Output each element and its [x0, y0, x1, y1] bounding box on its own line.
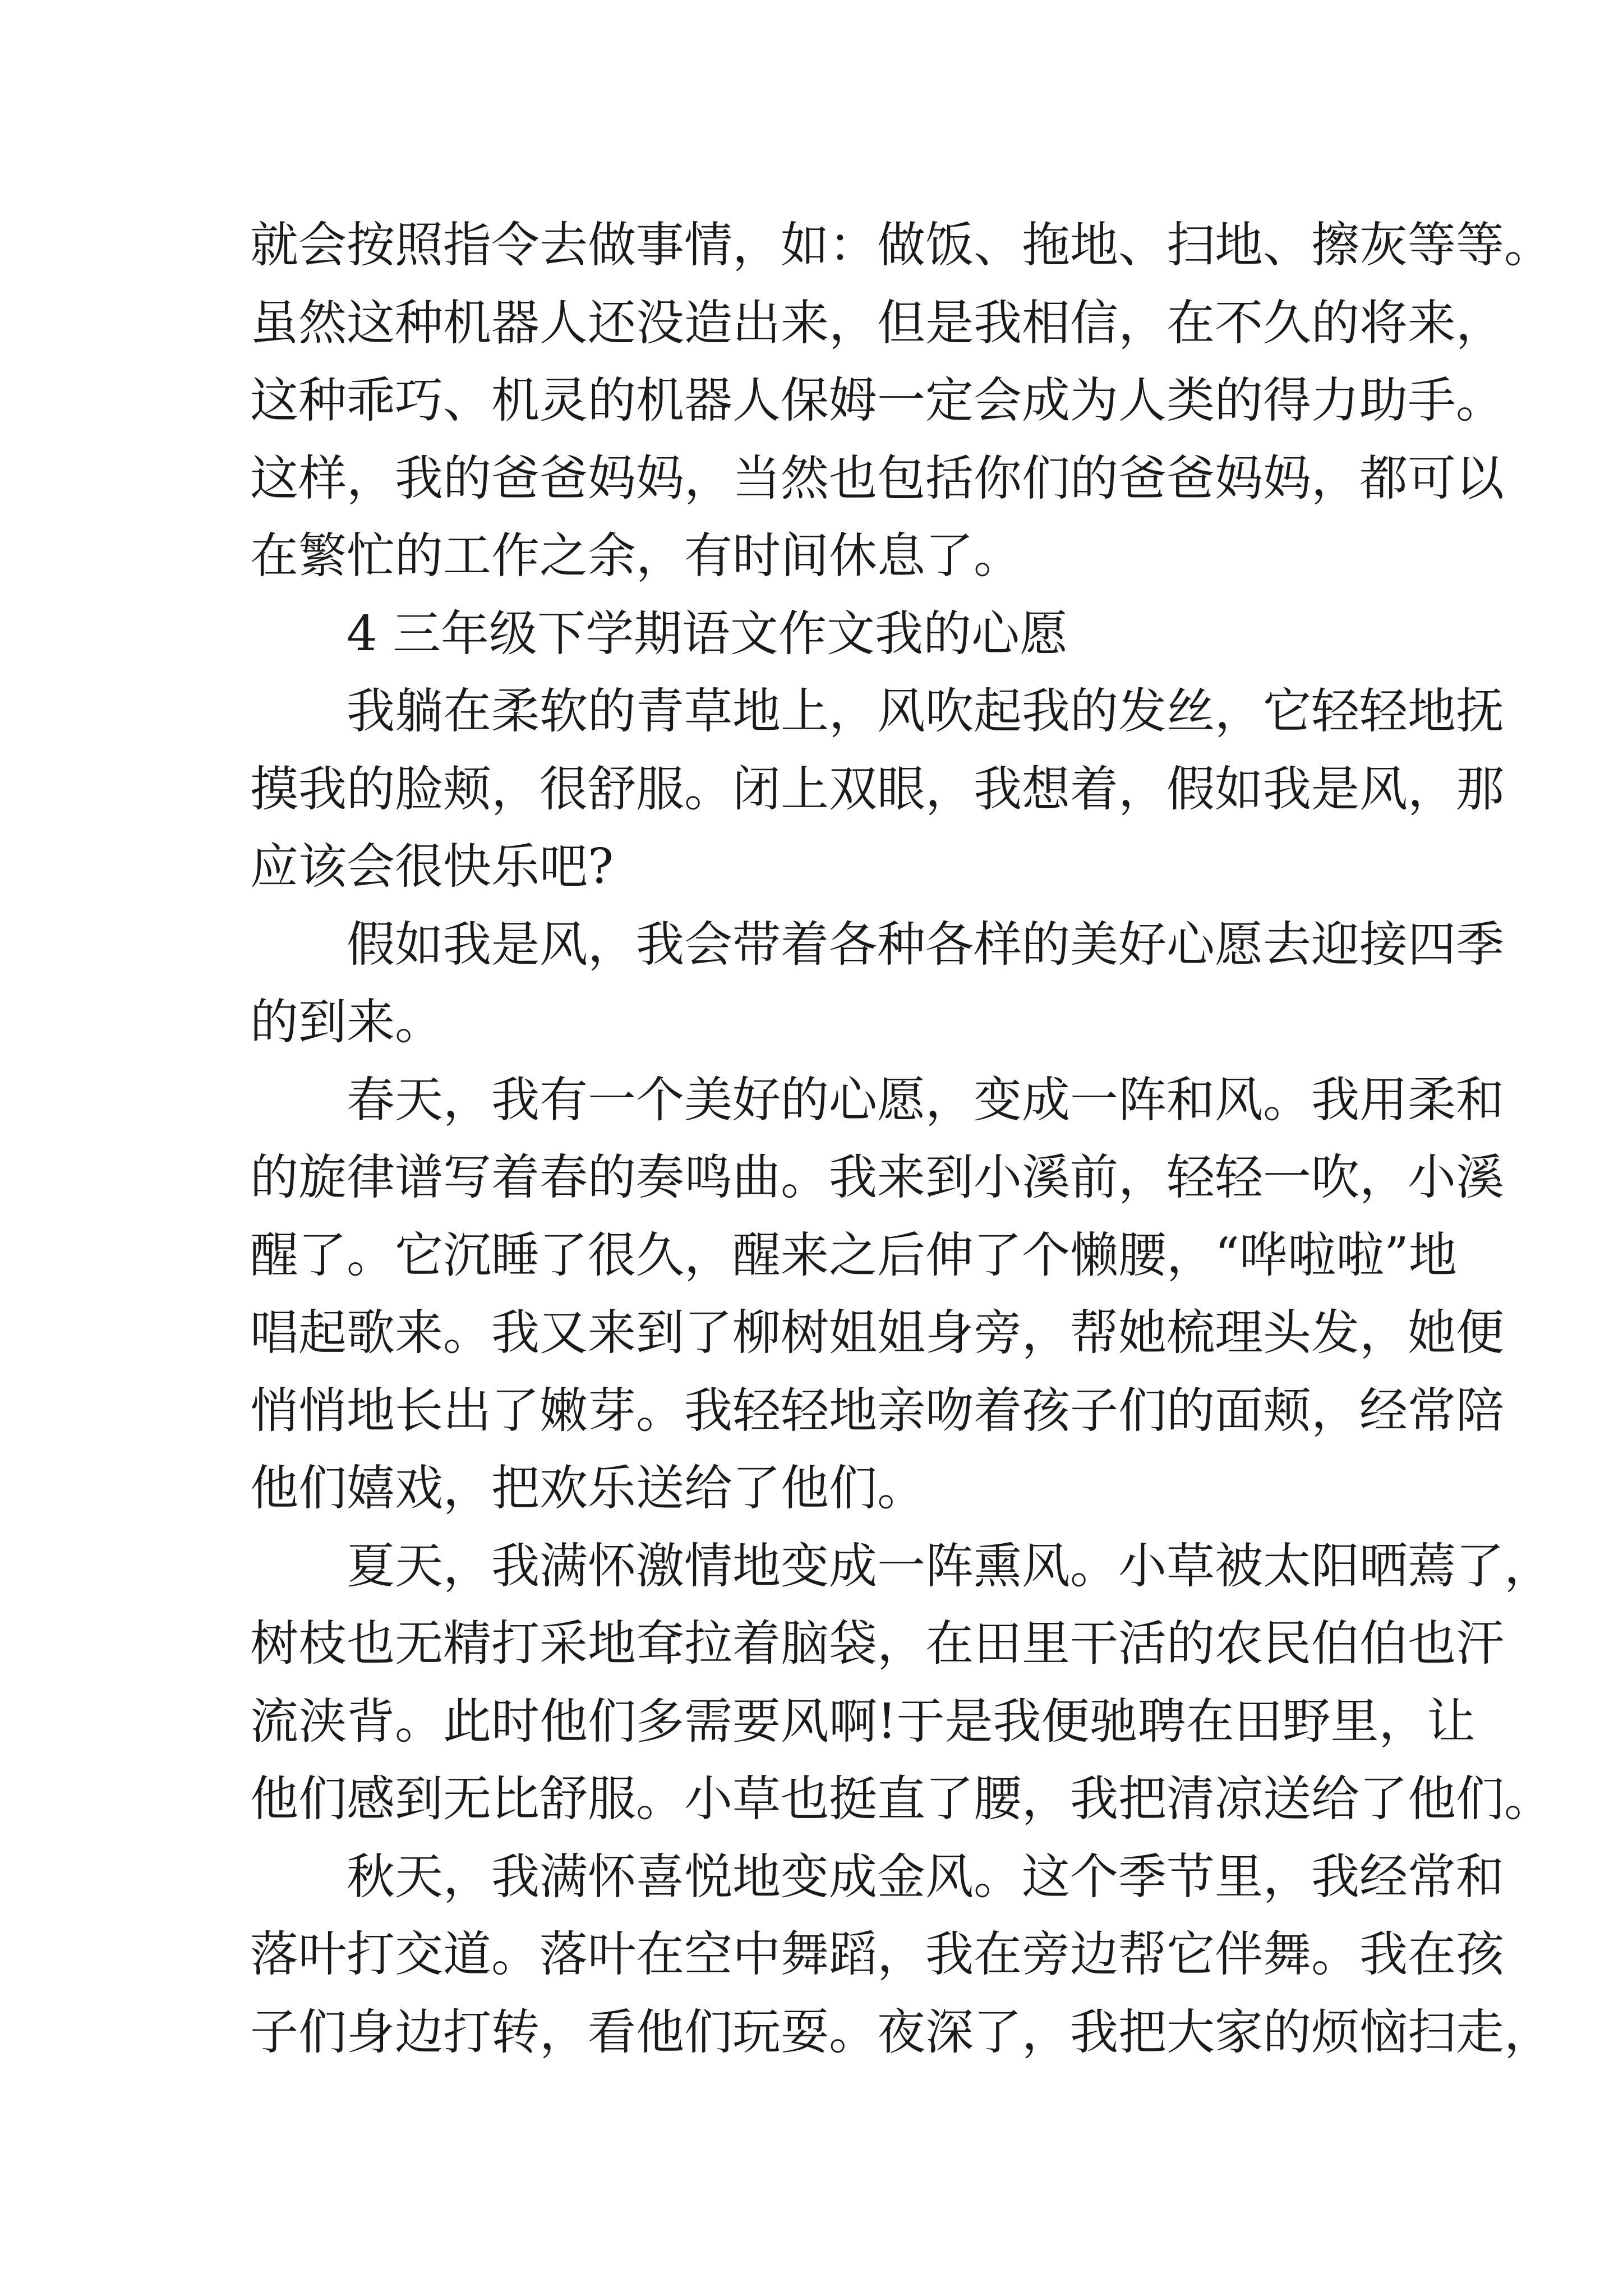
text-line: 唱起歌来。我又来到了柳树姐姐身旁，帮她梳理头发，她便: [250, 1305, 1504, 1361]
text-line: 子们身边打转，看他们玩耍。夜深了，我把大家的烦恼扫走，: [250, 2004, 1552, 2060]
text-line: 树枝也无精打采地耷拉着脑袋，在田里干活的农民伯伯也汗: [250, 1616, 1504, 1672]
text-line: 就会按照指令去做事情，如：做饭、拖地、扫地、擦灰等等。: [250, 217, 1552, 273]
paragraph-first-line: 秋天，我满怀喜悦地变成金风。这个季节里，我经常和: [347, 1848, 1504, 1905]
paragraph-first-line: 假如我是风，我会带着各种各样的美好心愿去迎接四季: [347, 916, 1504, 973]
paragraph-first-line: 我躺在柔软的青草地上，风吹起我的发丝，它轻轻地抚: [347, 683, 1504, 739]
text-line: 应该会很快乐吧?: [250, 839, 614, 895]
text-line: 的旋律谱写着春的奏鸣曲。我来到小溪前，轻轻一吹，小溪: [250, 1149, 1504, 1205]
text-line: 流浃背。此时他们多需要风啊!于是我便驰聘在田野里，让: [250, 1693, 1476, 1750]
text-line: 在繁忙的工作之余，有时间休息了。: [250, 528, 1022, 584]
text-line: 虽然这种机器人还没造出来，但是我相信，在不久的将来，: [250, 295, 1504, 351]
text-line: 的到来。: [250, 994, 443, 1050]
paragraph-first-line: 春天，我有一个美好的心愿，变成一阵和风。我用柔和: [347, 1071, 1504, 1128]
text-line: 悄悄地长出了嫩芽。我轻轻地亲吻着孩子们的面颊，经常陪: [250, 1382, 1504, 1439]
text-line: 摸我的脸颊，很舒服。闭上双眼，我想着，假如我是风，那: [250, 761, 1504, 817]
text-line: 这种乖巧、机灵的机器人保姆一定会成为人类的得力助手。: [250, 372, 1504, 429]
section-heading: 4 三年级下学期语文作文我的心愿: [347, 605, 1068, 662]
text-line: 他们嬉戏，把欢乐送给了他们。: [250, 1460, 925, 1516]
text-line: 他们感到无比舒服。小草也挺直了腰，我把清凉送给了他们。: [250, 1771, 1552, 1827]
text-line: 落叶打交道。落叶在空中舞蹈，我在旁边帮它伴舞。我在孩: [250, 1926, 1504, 1982]
text-line: 这样，我的爸爸妈妈，当然也包括你们的爸爸妈妈，都可以: [250, 450, 1504, 507]
text-line: 醒了。它沉睡了很久，醒来之后伸了个懒腰，“哗啦啦”地: [250, 1227, 1457, 1283]
essay-body: [250, 206, 1552, 2071]
paragraph-first-line: 夏天，我满怀激情地变成一阵熏风。小草被太阳晒蔫了，: [347, 1538, 1552, 1594]
